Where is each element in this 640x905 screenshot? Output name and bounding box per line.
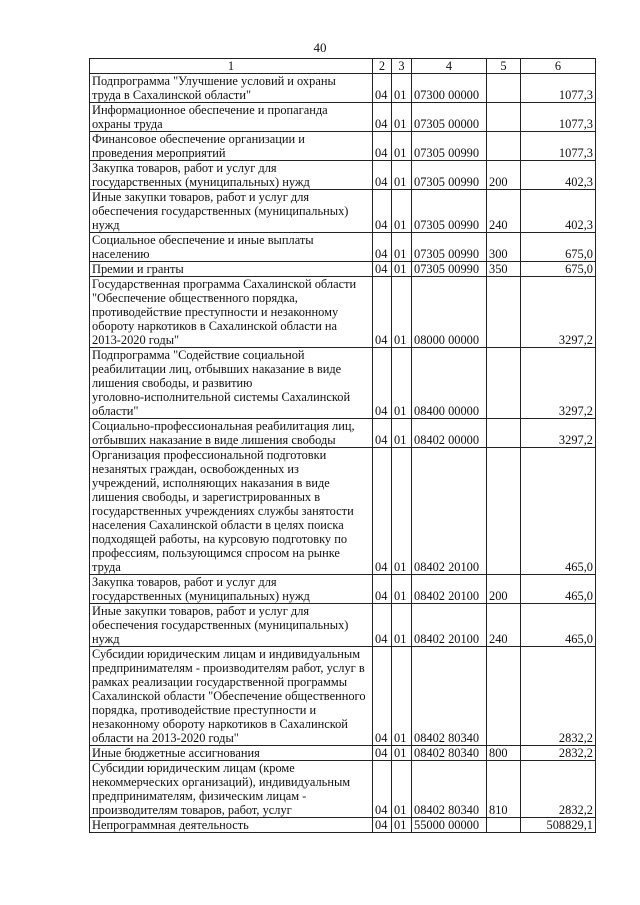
row-amount-cell: 465,0 <box>521 448 596 575</box>
row-target-code-cell: 07305 00000 <box>412 103 487 132</box>
row-name-cell: Иные закупки товаров, работ и услуг для обеспечения государственных (муниципальных) нужд <box>90 604 373 647</box>
column-header-expense-type: 5 <box>487 59 521 74</box>
row-target-code-cell: 08402 20100 <box>412 575 487 604</box>
table-row <box>90 746 596 761</box>
row-subsection-cell: 01 <box>392 348 412 419</box>
row-expense-type-cell <box>487 277 521 348</box>
row-section-cell: 04 <box>373 262 392 277</box>
row-section-cell: 04 <box>373 604 392 647</box>
row-name-cell: Финансовое обеспечение организации и проведения мероприятий <box>90 132 373 161</box>
row-amount-cell: 465,0 <box>521 575 596 604</box>
row-amount-cell: 402,3 <box>521 161 596 190</box>
table-row <box>90 103 596 132</box>
table-row <box>90 604 596 647</box>
row-subsection-cell: 01 <box>392 604 412 647</box>
row-amount-cell: 3297,2 <box>521 419 596 448</box>
row-subsection-cell: 01 <box>392 818 412 833</box>
row-name-cell: Социально-профессиональная реабилитация лиц, отбывших наказание в виде лишения свободы <box>90 419 373 448</box>
row-name-cell: Иные закупки товаров, работ и услуг для обеспечения государственных (муниципальных) нужд <box>90 190 373 233</box>
row-section-cell: 04 <box>373 277 392 348</box>
row-expense-type-cell <box>487 448 521 575</box>
column-header-amount: 6 <box>521 59 596 74</box>
row-name-cell: Социальное обеспечение и иные выплаты населению <box>90 233 373 262</box>
table-row <box>90 262 596 277</box>
table-row <box>90 74 596 103</box>
row-section-cell: 04 <box>373 746 392 761</box>
row-subsection-cell: 01 <box>392 761 412 818</box>
row-name-cell: Закупка товаров, работ и услуг для государственных (муниципальных) нужд <box>90 161 373 190</box>
row-subsection-cell: 01 <box>392 132 412 161</box>
row-subsection-cell: 01 <box>392 647 412 746</box>
row-subsection-cell: 01 <box>392 575 412 604</box>
row-expense-type-cell <box>487 818 521 833</box>
row-amount-cell: 508829,1 <box>521 818 596 833</box>
row-expense-type-cell <box>487 348 521 419</box>
row-section-cell: 04 <box>373 161 392 190</box>
row-expense-type-cell: 240 <box>487 604 521 647</box>
row-target-code-cell: 08402 80340 <box>412 761 487 818</box>
row-subsection-cell: 01 <box>392 419 412 448</box>
row-name-cell: Иные бюджетные ассигнования <box>90 746 373 761</box>
row-section-cell: 04 <box>373 761 392 818</box>
table-row <box>90 575 596 604</box>
row-expense-type-cell: 200 <box>487 161 521 190</box>
row-subsection-cell: 01 <box>392 746 412 761</box>
row-amount-cell: 2832,2 <box>521 647 596 746</box>
row-expense-type-cell: 810 <box>487 761 521 818</box>
row-target-code-cell: 08402 20100 <box>412 448 487 575</box>
row-subsection-cell: 01 <box>392 233 412 262</box>
row-name-cell: Подпрограмма "Содействие социальной реабилитации лиц, отбывших наказание в виде лишения свободы, и развитию уголовно-исполнительной системы Сахалинской области" <box>90 348 373 419</box>
row-name-cell: Субсидии юридическим лицам и индивидуальным предпринимателям - производителям работ, услуг в рамках реализации государственной программы Сахалинской области "Обеспечение общественного порядка, противодействие преступности и незаконному обороту наркотиков в Сахалинской области на 2013-2020 годы" <box>90 647 373 746</box>
row-target-code-cell: 07305 00990 <box>412 132 487 161</box>
column-header-target-code: 4 <box>412 59 487 74</box>
row-amount-cell: 2832,2 <box>521 761 596 818</box>
row-section-cell: 04 <box>373 419 392 448</box>
row-expense-type-cell <box>487 647 521 746</box>
row-section-cell: 04 <box>373 233 392 262</box>
row-target-code-cell: 07305 00990 <box>412 161 487 190</box>
table-header-row <box>90 59 596 74</box>
row-name-cell: Государственная программа Сахалинской области "Обеспечение общественного порядка, противодействие преступности и незаконному обороту наркотиков в Сахалинской области на 2013-2020 годы" <box>90 277 373 348</box>
row-name-cell: Непрограммная деятельность <box>90 818 373 833</box>
row-target-code-cell: 08402 00000 <box>412 419 487 448</box>
row-name-cell: Организация профессиональной подготовки незанятых граждан, освобожденных из учреждений, исполняющих наказания в виде лишения свободы, и зарегистрированных в государственных учреждениях службы занятости населения Сахалинской области в целях поиска подходящей работы, на курсовую подготовку по профессиям, пользующимся спросом на рынке труда <box>90 448 373 575</box>
row-amount-cell: 1077,3 <box>521 132 596 161</box>
table-row <box>90 132 596 161</box>
row-section-cell: 04 <box>373 448 392 575</box>
row-name-cell: Подпрограмма "Улучшение условий и охраны труда в Сахалинской области" <box>90 74 373 103</box>
row-subsection-cell: 01 <box>392 448 412 575</box>
table-row <box>90 818 596 833</box>
row-section-cell: 04 <box>373 818 392 833</box>
column-header-subsection: 3 <box>392 59 412 74</box>
row-amount-cell: 402,3 <box>521 190 596 233</box>
row-name-cell: Премии и гранты <box>90 262 373 277</box>
row-subsection-cell: 01 <box>392 74 412 103</box>
column-header-name: 1 <box>90 59 373 74</box>
column-header-section: 2 <box>373 59 392 74</box>
row-name-cell: Закупка товаров, работ и услуг для государственных (муниципальных) нужд <box>90 575 373 604</box>
row-amount-cell: 675,0 <box>521 233 596 262</box>
row-section-cell: 04 <box>373 647 392 746</box>
table-row <box>90 233 596 262</box>
table-row <box>90 419 596 448</box>
row-section-cell: 04 <box>373 190 392 233</box>
row-subsection-cell: 01 <box>392 262 412 277</box>
budget-table <box>89 58 596 833</box>
row-amount-cell: 3297,2 <box>521 348 596 419</box>
table-row <box>90 448 596 575</box>
row-name-cell: Субсидии юридическим лицам (кроме некоммерческих организаций), индивидуальным предпринимателям, физическим лицам - производителям товаров, работ, услуг <box>90 761 373 818</box>
row-section-cell: 04 <box>373 103 392 132</box>
row-target-code-cell: 08400 00000 <box>412 348 487 419</box>
row-amount-cell: 675,0 <box>521 262 596 277</box>
row-expense-type-cell <box>487 419 521 448</box>
row-amount-cell: 3297,2 <box>521 277 596 348</box>
row-expense-type-cell <box>487 103 521 132</box>
row-section-cell: 04 <box>373 348 392 419</box>
row-target-code-cell: 08402 80340 <box>412 746 487 761</box>
row-expense-type-cell: 300 <box>487 233 521 262</box>
table-row <box>90 647 596 746</box>
row-subsection-cell: 01 <box>392 190 412 233</box>
row-target-code-cell: 08402 80340 <box>412 647 487 746</box>
row-subsection-cell: 01 <box>392 103 412 132</box>
table-row <box>90 190 596 233</box>
row-section-cell: 04 <box>373 575 392 604</box>
row-expense-type-cell: 240 <box>487 190 521 233</box>
table-row <box>90 348 596 419</box>
row-amount-cell: 1077,3 <box>521 74 596 103</box>
table-row <box>90 277 596 348</box>
table-row <box>90 761 596 818</box>
row-target-code-cell: 08402 20100 <box>412 604 487 647</box>
row-target-code-cell: 07305 00990 <box>412 190 487 233</box>
row-expense-type-cell: 200 <box>487 575 521 604</box>
row-target-code-cell: 07305 00990 <box>412 233 487 262</box>
row-expense-type-cell: 800 <box>487 746 521 761</box>
table-row <box>90 161 596 190</box>
row-subsection-cell: 01 <box>392 161 412 190</box>
row-expense-type-cell <box>487 74 521 103</box>
row-amount-cell: 465,0 <box>521 604 596 647</box>
page-number: 40 <box>313 40 327 55</box>
row-target-code-cell: 07300 00000 <box>412 74 487 103</box>
row-target-code-cell: 07305 00990 <box>412 262 487 277</box>
row-target-code-cell: 08000 00000 <box>412 277 487 348</box>
row-section-cell: 04 <box>373 132 392 161</box>
row-amount-cell: 1077,3 <box>521 103 596 132</box>
row-expense-type-cell: 350 <box>487 262 521 277</box>
row-target-code-cell: 55000 00000 <box>412 818 487 833</box>
row-expense-type-cell <box>487 132 521 161</box>
row-amount-cell: 2832,2 <box>521 746 596 761</box>
row-section-cell: 04 <box>373 74 392 103</box>
row-name-cell: Информационное обеспечение и пропаганда охраны труда <box>90 103 373 132</box>
row-subsection-cell: 01 <box>392 277 412 348</box>
